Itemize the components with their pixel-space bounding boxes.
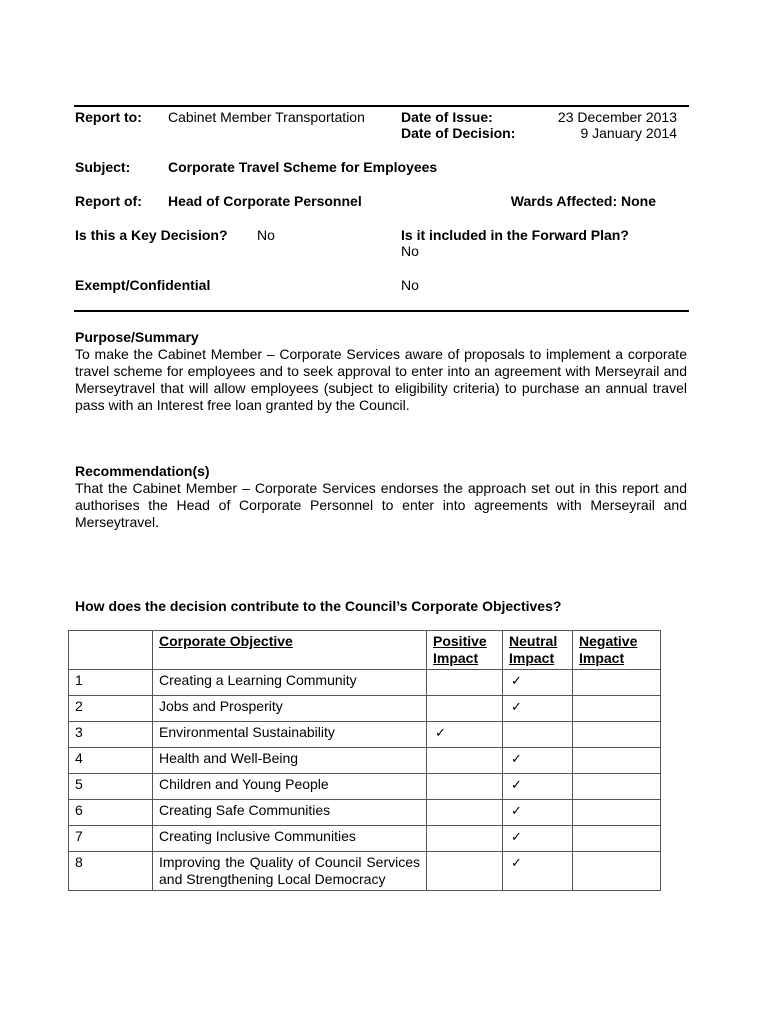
recommendation-section: [75, 463, 687, 531]
impact-positive-cell: [427, 696, 503, 722]
table-row: [69, 722, 661, 748]
table-row: [69, 852, 661, 891]
report-to-label: Report to:: [75, 109, 142, 125]
objectives-table: [68, 630, 661, 891]
row-number: 4: [69, 748, 153, 774]
row-number: 6: [69, 800, 153, 826]
wards-affected: Wards Affected: None: [510, 193, 656, 209]
date-issue-value: 23 December 2013: [557, 109, 677, 125]
subject-label: Subject:: [75, 159, 131, 175]
impact-positive-cell: [427, 800, 503, 826]
impact-negative-cell: [573, 696, 661, 722]
impact-positive-cell: [427, 826, 503, 852]
header-top-rule: [74, 105, 689, 107]
date-decision-value: 9 January 2014: [580, 125, 677, 141]
table-row: [69, 748, 661, 774]
row-objective: Health and Well-Being: [153, 748, 427, 774]
report-of-value: Head of Corporate Personnel: [168, 193, 362, 209]
impact-positive-cell: [427, 852, 503, 891]
check-icon: ✓: [435, 725, 446, 740]
check-icon: ✓: [511, 803, 522, 818]
row-objective: Creating Inclusive Communities: [153, 826, 427, 852]
impact-positive-cell: [427, 748, 503, 774]
purpose-section: [75, 329, 687, 414]
header-neutral-cell: [503, 631, 573, 670]
header-positive: Positive Impact: [433, 633, 487, 666]
row-objective: Creating a Learning Community: [153, 670, 427, 696]
row-number: 2: [69, 696, 153, 722]
row-number: 5: [69, 774, 153, 800]
subject-value: Corporate Travel Scheme for Employees: [168, 159, 438, 175]
purpose-text: To make the Cabinet Member – Corporate Services aware of proposals to implement a corporate travel scheme for employees and to seek approval to enter into an agreement with Merseyrail and Merseytravel that will allow employees (subject to eligibility criteria) to purchase an annual travel pass with an Interest free loan granted by the Council.: [75, 346, 687, 413]
header-objective-cell: [153, 631, 427, 670]
key-decision-label: Is this a Key Decision?: [75, 227, 228, 243]
impact-positive-cell: [427, 670, 503, 696]
table-row: [69, 696, 661, 722]
recommendation-text: That the Cabinet Member – Corporate Services endorses the approach set out in this report and authorises the Head of Corporate Personnel to enter into agreements with Merseyrail and Merseytravel.: [75, 480, 687, 530]
row-number: 8: [69, 852, 153, 891]
impact-negative-cell: [573, 748, 661, 774]
table-row: [69, 800, 661, 826]
row-number: 1: [69, 670, 153, 696]
objectives-table-body: [69, 670, 661, 891]
header-num-cell: [69, 631, 153, 670]
impact-neutral-cell: [503, 800, 573, 826]
recommendation-heading: Recommendation(s): [75, 463, 210, 479]
row-objective: Creating Safe Communities: [153, 800, 427, 826]
impact-positive-cell: [427, 722, 503, 748]
impact-neutral-cell: [503, 722, 573, 748]
purpose-heading: Purpose/Summary: [75, 329, 199, 345]
impact-negative-cell: [573, 774, 661, 800]
check-icon: ✓: [511, 673, 522, 688]
header-negative-cell: [573, 631, 661, 670]
row-objective: Jobs and Prosperity: [153, 696, 427, 722]
check-icon: ✓: [511, 751, 522, 766]
row-number: 7: [69, 826, 153, 852]
row-objective: Children and Young People: [153, 774, 427, 800]
table-row: [69, 826, 661, 852]
impact-positive-cell: [427, 774, 503, 800]
check-icon: ✓: [511, 699, 522, 714]
report-of-label: Report of:: [75, 193, 142, 209]
exempt-label: Exempt/Confidential: [75, 277, 211, 293]
check-icon: ✓: [511, 855, 522, 870]
objectives-question: How does the decision contribute to the Council’s Corporate Objectives?: [75, 598, 562, 614]
table-row: [69, 670, 661, 696]
table-header-row: [69, 631, 661, 670]
header-bottom-rule: [74, 310, 689, 312]
header-objective: Corporate Objective: [159, 633, 293, 649]
date-decision-label: Date of Decision:: [401, 125, 516, 141]
impact-neutral-cell: [503, 670, 573, 696]
row-objective: Improving the Quality of Council Services and Strengthening Local Democracy: [153, 852, 427, 891]
date-issue-label: Date of Issue:: [401, 109, 493, 125]
header-positive-cell: [427, 631, 503, 670]
header-neutral: Neutral Impact: [509, 633, 558, 666]
impact-neutral-cell: [503, 852, 573, 891]
impact-neutral-cell: [503, 826, 573, 852]
forward-plan-label: Is it included in the Forward Plan?: [401, 227, 629, 243]
impact-neutral-cell: [503, 774, 573, 800]
row-objective: Environmental Sustainability: [153, 722, 427, 748]
check-icon: ✓: [511, 829, 522, 844]
impact-negative-cell: [573, 826, 661, 852]
row-number: 3: [69, 722, 153, 748]
impact-negative-cell: [573, 722, 661, 748]
header-negative: Negative Impact: [579, 633, 638, 666]
forward-plan-value: No: [401, 243, 419, 259]
impact-negative-cell: [573, 670, 661, 696]
impact-negative-cell: [573, 852, 661, 891]
report-to-value: Cabinet Member Transportation: [168, 109, 365, 125]
impact-neutral-cell: [503, 748, 573, 774]
impact-neutral-cell: [503, 696, 573, 722]
check-icon: ✓: [511, 777, 522, 792]
impact-negative-cell: [573, 800, 661, 826]
key-decision-value: No: [257, 227, 275, 243]
exempt-value: No: [401, 277, 419, 293]
table-row: [69, 774, 661, 800]
